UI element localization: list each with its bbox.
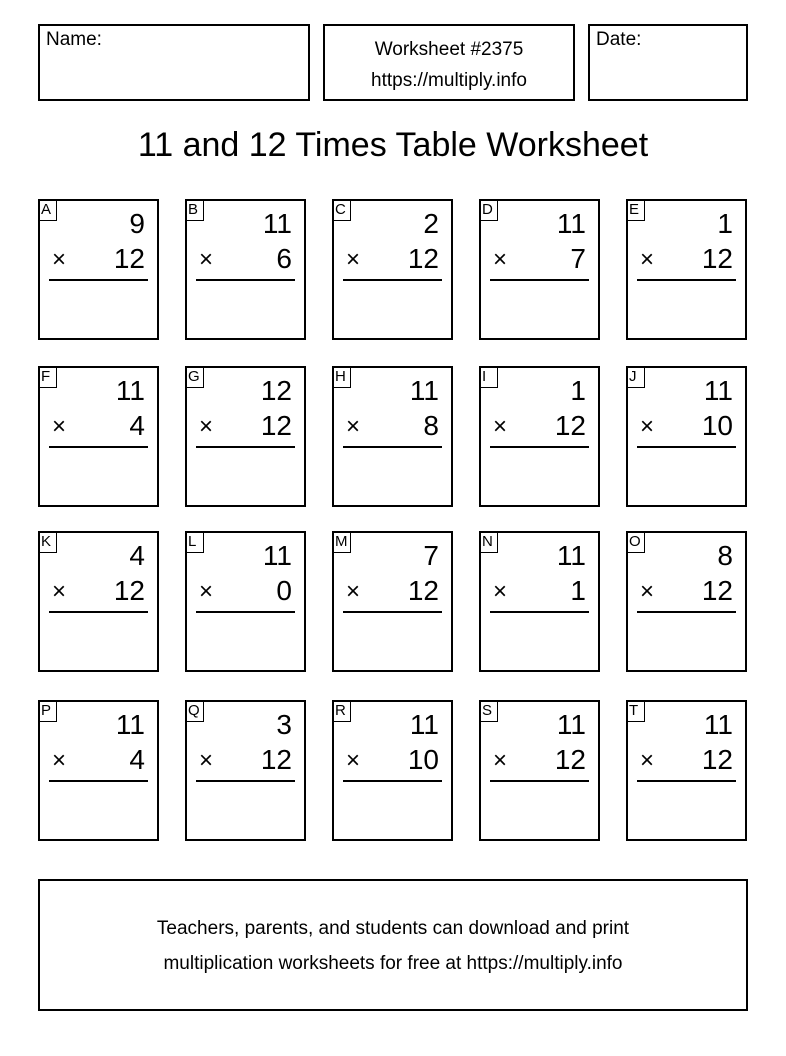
problem-card[interactable] [332, 700, 453, 841]
answer-line [49, 780, 148, 782]
multiplicand: 11 [703, 375, 733, 406]
problem-letter: M [332, 531, 351, 553]
times-sign: × [640, 747, 655, 774]
problem-letter: E [626, 199, 645, 221]
problem-card[interactable] [185, 531, 306, 672]
times-sign: × [199, 578, 214, 605]
times-sign: × [640, 246, 655, 273]
problem-letter: H [332, 366, 351, 388]
times-sign: × [493, 747, 508, 774]
answer-line [343, 611, 442, 613]
multiplier: 12 [701, 243, 733, 274]
name-label: Name: [46, 29, 102, 50]
problem-card[interactable] [479, 366, 600, 507]
multiplier: 7 [570, 243, 586, 274]
multiplier: 4 [129, 744, 145, 775]
problem-card[interactable] [626, 199, 747, 340]
problem-card[interactable] [332, 366, 453, 507]
answer-line [49, 611, 148, 613]
multiplicand: 7 [423, 540, 439, 571]
footer-box [38, 879, 748, 1011]
multiplier: 12 [701, 575, 733, 606]
multiplicand: 2 [423, 208, 439, 239]
multiplier: 12 [407, 575, 439, 606]
answer-line [196, 446, 295, 448]
problem-letter: F [38, 366, 57, 388]
multiplier: 10 [407, 744, 439, 775]
problem-card[interactable] [38, 531, 159, 672]
answer-line [343, 446, 442, 448]
date-label: Date: [596, 29, 642, 50]
problem-card[interactable] [626, 366, 747, 507]
name-box[interactable] [38, 24, 310, 101]
problem-letter: O [626, 531, 645, 553]
answer-line [490, 611, 589, 613]
problem-card[interactable] [38, 700, 159, 841]
date-box[interactable] [588, 24, 748, 101]
multiplier: 12 [554, 744, 586, 775]
problem-card[interactable] [479, 531, 600, 672]
answer-line [490, 780, 589, 782]
problem-card[interactable] [185, 366, 306, 507]
multiplier: 10 [701, 410, 733, 441]
multiplicand: 3 [276, 709, 292, 740]
problem-letter: Q [185, 700, 204, 722]
multiplicand: 8 [717, 540, 733, 571]
problem-card[interactable] [479, 700, 600, 841]
problem-letter: G [185, 366, 204, 388]
answer-line [49, 446, 148, 448]
times-sign: × [52, 747, 67, 774]
page-title: 11 and 12 Times Table Worksheet [137, 126, 649, 164]
times-sign: × [52, 578, 67, 605]
problem-letter: J [626, 366, 645, 388]
problem-letter: P [38, 700, 57, 722]
problem-letter: R [332, 700, 351, 722]
answer-line [490, 446, 589, 448]
answer-line [637, 279, 736, 281]
multiplicand: 11 [703, 709, 733, 740]
multiplier: 12 [407, 243, 439, 274]
problem-letter: L [185, 531, 204, 553]
problem-letter: S [479, 700, 498, 722]
times-sign: × [346, 246, 361, 273]
multiplier: 12 [260, 410, 292, 441]
answer-line [490, 279, 589, 281]
multiplier: 0 [276, 575, 292, 606]
problem-letter: K [38, 531, 57, 553]
times-sign: × [199, 413, 214, 440]
multiplicand: 11 [115, 709, 145, 740]
problem-letter: C [332, 199, 351, 221]
times-sign: × [493, 413, 508, 440]
problem-letter: I [479, 366, 498, 388]
multiplicand: 11 [409, 709, 439, 740]
problem-letter: D [479, 199, 498, 221]
answer-line [343, 279, 442, 281]
answer-line [637, 611, 736, 613]
worksheet-number: Worksheet #2375 [374, 39, 524, 60]
multiplier: 8 [423, 410, 439, 441]
multiplier: 4 [129, 410, 145, 441]
multiplicand: 12 [260, 375, 292, 406]
footer-line-1: Teachers, parents, and students can download and print [156, 918, 630, 939]
answer-line [196, 279, 295, 281]
times-sign: × [199, 246, 214, 273]
multiplier: 6 [276, 243, 292, 274]
problem-letter: T [626, 700, 645, 722]
problem-card[interactable] [332, 531, 453, 672]
times-sign: × [199, 747, 214, 774]
times-sign: × [52, 413, 67, 440]
multiplicand: 11 [409, 375, 439, 406]
multiplicand: 11 [556, 540, 586, 571]
times-sign: × [346, 578, 361, 605]
times-sign: × [640, 413, 655, 440]
times-sign: × [493, 578, 508, 605]
multiplicand: 11 [556, 208, 586, 239]
problem-card[interactable] [479, 199, 600, 340]
multiplicand: 11 [115, 375, 145, 406]
times-sign: × [640, 578, 655, 605]
multiplier: 1 [570, 575, 586, 606]
problem-card[interactable] [38, 366, 159, 507]
multiplier: 12 [701, 744, 733, 775]
answer-line [196, 611, 295, 613]
footer-line-2: multiplication worksheets for free at https://multiply.info [163, 953, 623, 974]
answer-line [637, 446, 736, 448]
problem-letter: B [185, 199, 204, 221]
problem-card[interactable] [38, 199, 159, 340]
answer-line [49, 279, 148, 281]
answer-line [343, 780, 442, 782]
multiplicand: 11 [262, 208, 292, 239]
answer-line [637, 780, 736, 782]
times-sign: × [52, 246, 67, 273]
multiplicand: 11 [556, 709, 586, 740]
problem-card[interactable] [332, 199, 453, 340]
problem-card[interactable] [626, 700, 747, 841]
multiplicand: 9 [129, 208, 145, 239]
multiplier: 12 [113, 243, 145, 274]
multiplier: 12 [260, 744, 292, 775]
problem-card[interactable] [185, 700, 306, 841]
multiplier: 12 [113, 575, 145, 606]
worksheet-url[interactable]: https://multiply.info [371, 70, 527, 91]
problem-card[interactable] [185, 199, 306, 340]
times-sign: × [346, 747, 361, 774]
problem-letter: A [38, 199, 57, 221]
problem-letter: N [479, 531, 498, 553]
multiplier: 12 [554, 410, 586, 441]
worksheet-info-box [323, 24, 575, 101]
times-sign: × [493, 246, 508, 273]
answer-line [196, 780, 295, 782]
times-sign: × [346, 413, 361, 440]
multiplicand: 1 [570, 375, 586, 406]
multiplicand: 11 [262, 540, 292, 571]
multiplicand: 1 [717, 208, 733, 239]
multiplicand: 4 [129, 540, 145, 571]
problem-card[interactable] [626, 531, 747, 672]
